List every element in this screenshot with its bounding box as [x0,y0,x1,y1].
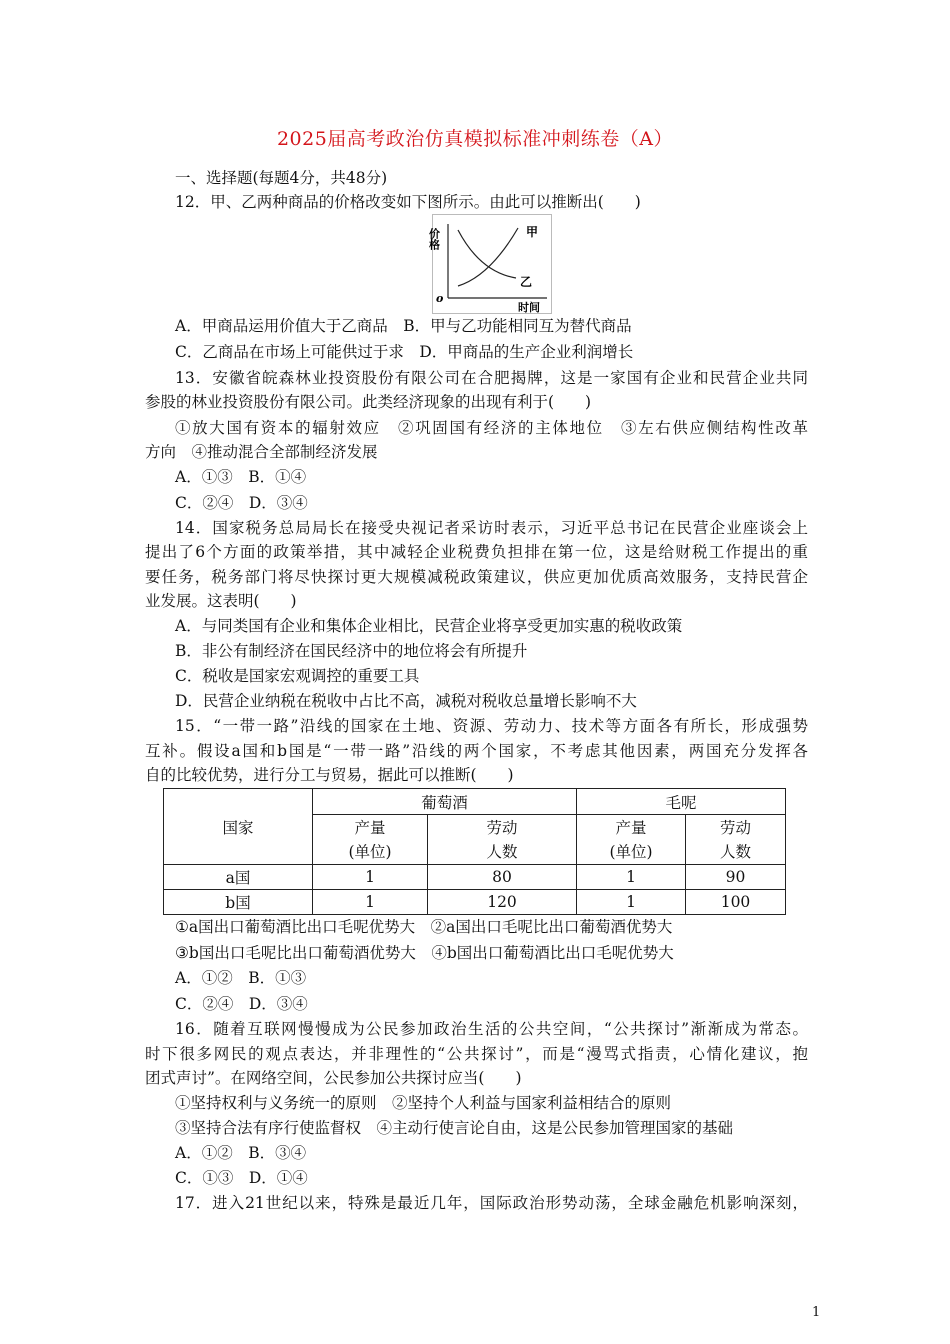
cell-wine-output: 1 [313,890,428,915]
q13-stem-line2: 参股的林业投资股份有限公司。此类经济现象的出现有利于( ) [145,393,592,411]
q16-items-line2: ③坚持合法有序行使监督权 ④主动行使言论自由，这是公民参加管理国家的基础 [175,1119,734,1137]
table-header-wool: 毛呢 [577,789,786,815]
q16-stem-line3: 团式声讨”。在网络空间，公民参加公共探讨应当( ) [145,1069,522,1087]
q16-stem-line1: 16．随着互联网慢慢成为公民参加政治生活的公共空间，“公共探讨”渐渐成为常态。 [175,1020,808,1038]
comparative-advantage-table [163,788,786,915]
q16-items-line1: ①坚持权利与义务统一的原则 ②坚持个人利益与国家利益相结合的原则 [175,1094,672,1112]
q13-items-line2: 方向 ④推动混合全部制经济发展 [145,443,378,461]
cell-wine-output: 1 [313,865,428,890]
q12-stem: 12．甲、乙两种商品的价格改变如下图所示。由此可以推断出( ) [175,193,641,211]
origin-label: o [436,292,444,305]
q15-options-1: A．①② B．①③ [175,969,307,987]
output-label-1: 产量 [615,818,647,837]
table-header-country: 国家 [164,789,313,865]
q12-options-cd: C．乙商品在市场上可能供过于求 D．甲商品的生产企业利润增长 [175,343,634,361]
table-subheader-wool-output [577,815,686,865]
x-axis-label: 时间 [518,301,540,314]
series-label-yi: 乙 [520,275,533,289]
q14-option-d: D．民营企业纳税在税收中占比不高，减税对税收总量增长影响不大 [175,692,637,710]
q14-stem-line2: 提出了6个方面的政策举措，其中减轻企业税费负担排在第一位，这是给财税工作提出的重 [145,543,808,561]
q14-stem-line1: 14．国家税务总局局长在接受央视记者采访时表示，习近平总书记在民营企业座谈会上 [175,519,808,537]
q13-options-2: C．②④ D．③④ [175,494,308,512]
q14-stem-line3: 要任务，税务部门将尽快探讨更大规模减税政策建议，供应更加优质高效服务，支持民营企 [145,568,808,586]
cell-wine-labor: 80 [428,865,577,890]
q17-stem-line1: 17．进入21世纪以来，特殊是最近几年，国际政治形势动荡，全球金融危机影响深刻， [175,1194,808,1212]
page-title: 2025届高考政治仿真模拟标准冲刺练卷（A） [276,128,674,150]
q16-options-1: A．①② B．③④ [175,1144,307,1162]
cell-wool-labor: 90 [686,865,786,890]
cell-wool-output: 1 [577,865,686,890]
page-number: 1 [812,1305,821,1320]
q13-items-line1: ①放大国有资本的辐射效应 ②巩固国有经济的主体地位 ③左右供应侧结构性改革 [175,419,808,437]
output-label-2: (单位) [348,842,392,861]
q15-items-line2: ③b国出口毛呢比出口葡萄酒优势大 ④b国出口葡萄酒比出口毛呢优势大 [175,944,674,962]
cell-wool-labor: 100 [686,890,786,915]
price-time-chart [427,214,552,314]
q14-stem-line4: 业发展。这表明( ) [145,592,297,610]
q13-options-1: A．①③ B．①④ [175,468,307,486]
q16-options-2: C．①③ D．①④ [175,1169,308,1187]
table-subheader-wool-labor [686,815,786,865]
q15-items-line1: ①a国出口葡萄酒比出口毛呢优势大 ②a国出口毛呢比出口葡萄酒优势大 [175,918,673,936]
section-heading: 一、选择题(每题4分，共48分) [175,169,388,187]
cell-country: a国 [164,865,313,890]
table-subheader-wine-output [313,815,428,865]
q15-stem-line1: 15．“一带一路”沿线的国家在土地、资源、劳动力、技术等方面各有所长，形成强势 [175,717,808,735]
q15-options-2: C．②④ D．③④ [175,995,308,1013]
table-row [164,890,786,915]
q14-option-c: C．税收是国家宏观调控的重要工具 [175,667,420,685]
q14-option-a: A．与同类国有企业和集体企业相比，民营企业将享受更加实惠的税收政策 [175,617,683,635]
output-label-1: 产量 [354,818,386,837]
cell-wine-labor: 120 [428,890,577,915]
series-line-yi [458,230,516,278]
table-header-wine: 葡萄酒 [313,789,577,815]
labor-label-1: 劳动 [486,818,518,837]
q13-stem-line1: 13．安徽省皖森林业投资股份有限公司在合肥揭牌，这是一家国有企业和民营企业共同 [175,369,808,387]
q15-stem-line2: 互补。假设a国和b国是“一带一路”沿线的两个国家，不考虑其他因素，两国充分发挥各 [145,742,808,760]
q14-option-b: B．非公有制经济在国民经济中的地位将会有所提升 [175,642,528,660]
y-axis-label: 价格 [427,228,441,250]
labor-label-1: 劳动 [719,818,751,837]
table-subheader-wine-labor [428,815,577,865]
series-label-jia: 甲 [526,225,539,239]
cell-wool-output: 1 [577,890,686,915]
labor-label-2: 人数 [719,842,751,861]
cell-country: b国 [164,890,313,915]
output-label-2: (单位) [609,842,653,861]
table-row [164,865,786,890]
q12-options-ab: A．甲商品运用价值大于乙商品 B．甲与乙功能相同互为替代商品 [175,317,632,335]
q16-stem-line2: 时下很多网民的观点表达，并非理性的“公共探讨”，而是“漫骂式指责，心情化建议，抱 [145,1045,808,1063]
labor-label-2: 人数 [486,842,518,861]
series-line-jia [458,228,518,286]
q15-stem-line3: 自的比较优势，进行分工与贸易，据此可以推断( ) [145,766,514,784]
